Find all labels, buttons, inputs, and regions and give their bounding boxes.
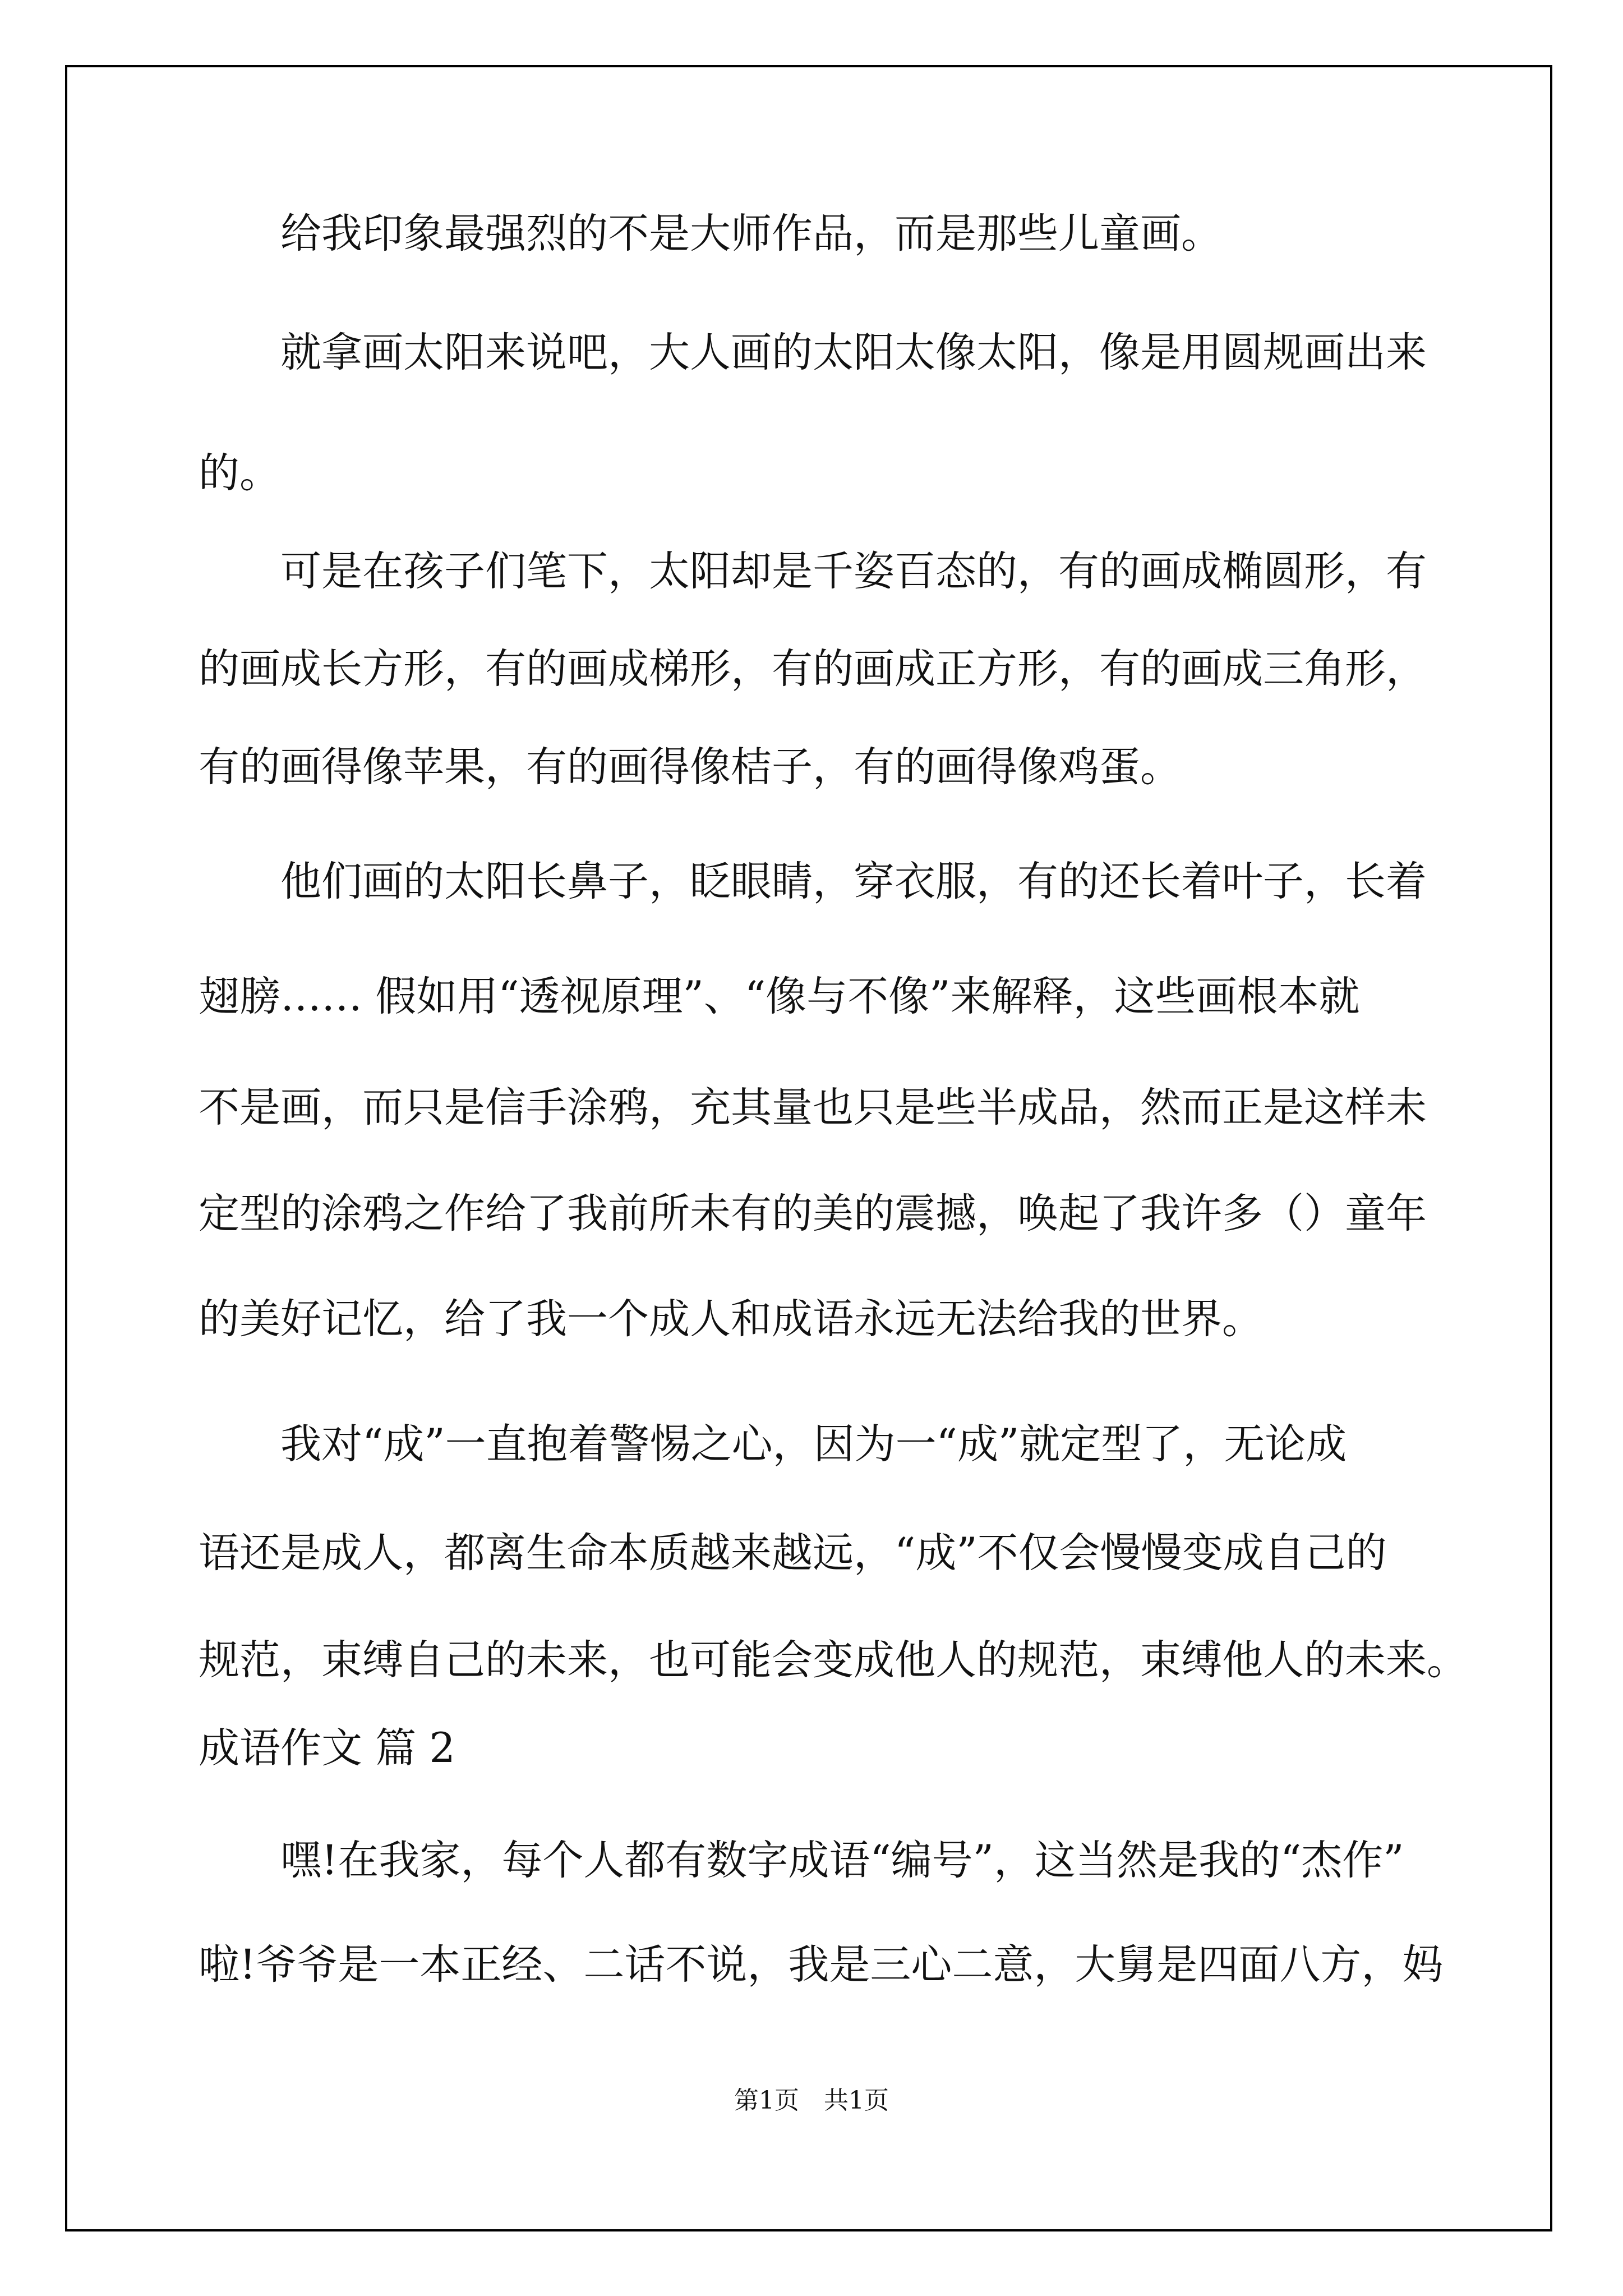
text-line: 嘿!在我家，每个人都有数字成语“编号”，这当然是我的“杰作”	[280, 1837, 1404, 1884]
text-line: 不是画，而只是信手涂鸦，充其量也只是些半成品，然而正是这样未	[199, 1084, 1427, 1131]
text-line: 定型的涂鸦之作给了我前所未有的美的震撼，唤起了我许多（）童年	[199, 1190, 1427, 1237]
text-line: 可是在孩子们笔下，太阳却是千姿百态的，有的画成椭圆形，有	[280, 547, 1427, 595]
text-line: 有的画得像苹果，有的画得像桔子，有的画得像鸡蛋。	[199, 743, 1181, 791]
text-line: 的。	[199, 449, 280, 497]
text-line: 规范，束缚自己的未来，也可能会变成他人的规范，束缚他人的未来。	[199, 1636, 1468, 1684]
text-line: 给我印象最强烈的不是大师作品，而是那些儿童画。	[280, 210, 1222, 257]
text-line: 语还是成人，都离生命本质越来越远，“成”不仅会慢慢变成自己的	[199, 1529, 1387, 1577]
text-line: 翅膀…… 假如用“透视原理”、“像与不像”来解释，这些画根本就	[199, 973, 1360, 1020]
text-line: 我对“成”一直抱着警惕之心，因为一“成”就定型了，无论成	[280, 1420, 1347, 1468]
text-line: 就拿画太阳来说吧，大人画的太阳太像太阳，像是用圆规画出来	[280, 329, 1427, 376]
text-line: 的美好记忆，给了我一个成人和成语永远无法给我的世界。	[199, 1295, 1263, 1343]
text-line: 他们画的太阳长鼻子，眨眼睛，穿衣服，有的还长着叶子，长着	[280, 858, 1427, 905]
page-border	[65, 65, 1552, 2231]
page-footer: 第1页 共1页	[734, 2086, 889, 2115]
section-heading: 成语作文 篇 2	[199, 1724, 455, 1772]
text-line: 啦!爷爷是一本正经、二话不说，我是三心二意，大舅是四面八方，妈	[199, 1941, 1444, 1989]
text-line: 的画成长方形，有的画成梯形，有的画成正方形，有的画成三角形，	[199, 645, 1427, 693]
